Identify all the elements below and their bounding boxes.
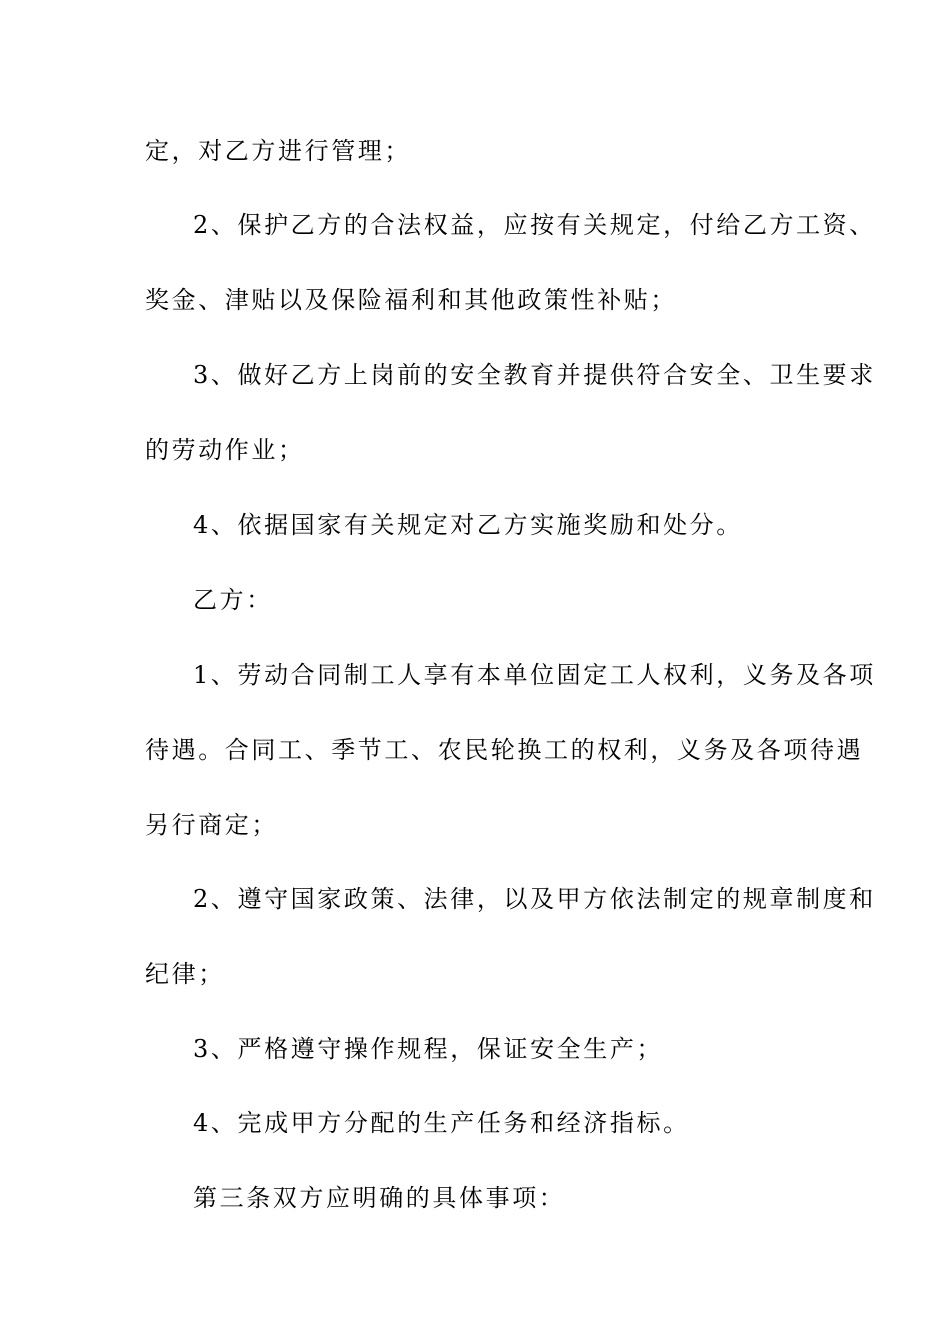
text-line-10: 另行商定； [145, 811, 278, 839]
text-line-15: 第三条双方应明确的具体事项： [193, 1184, 566, 1212]
text-line-1: 定，对乙方进行管理； [145, 137, 411, 165]
text-line-8: 1、劳动合同制工人享有本单位固定工人权利，义务及各项 [193, 661, 876, 689]
text-line-6: 4、依据国家有关规定对乙方实施奖励和处分。 [193, 511, 743, 539]
text-line-13: 3、严格遵守操作规程，保证安全生产； [193, 1035, 664, 1063]
text-line-5: 的劳动作业； [145, 436, 305, 464]
text-line-9: 待遇。合同工、季节工、农民轮换工的权利，义务及各项待遇 [145, 736, 864, 764]
text-line-7: 乙方： [193, 586, 273, 614]
text-line-4: 3、做好乙方上岗前的安全教育并提供符合安全、卫生要求 [193, 361, 876, 389]
text-line-14: 4、完成甲方分配的生产任务和经济指标。 [193, 1109, 690, 1137]
text-line-11: 2、遵守国家政策、法律，以及甲方依法制定的规章制度和 [193, 885, 876, 913]
text-line-2: 2、保护乙方的合法权益，应按有关规定，付给乙方工资、 [193, 211, 876, 239]
text-line-3: 奖金、津贴以及保险福利和其他政策性补贴； [145, 286, 677, 314]
text-line-12: 纪律； [145, 960, 225, 988]
